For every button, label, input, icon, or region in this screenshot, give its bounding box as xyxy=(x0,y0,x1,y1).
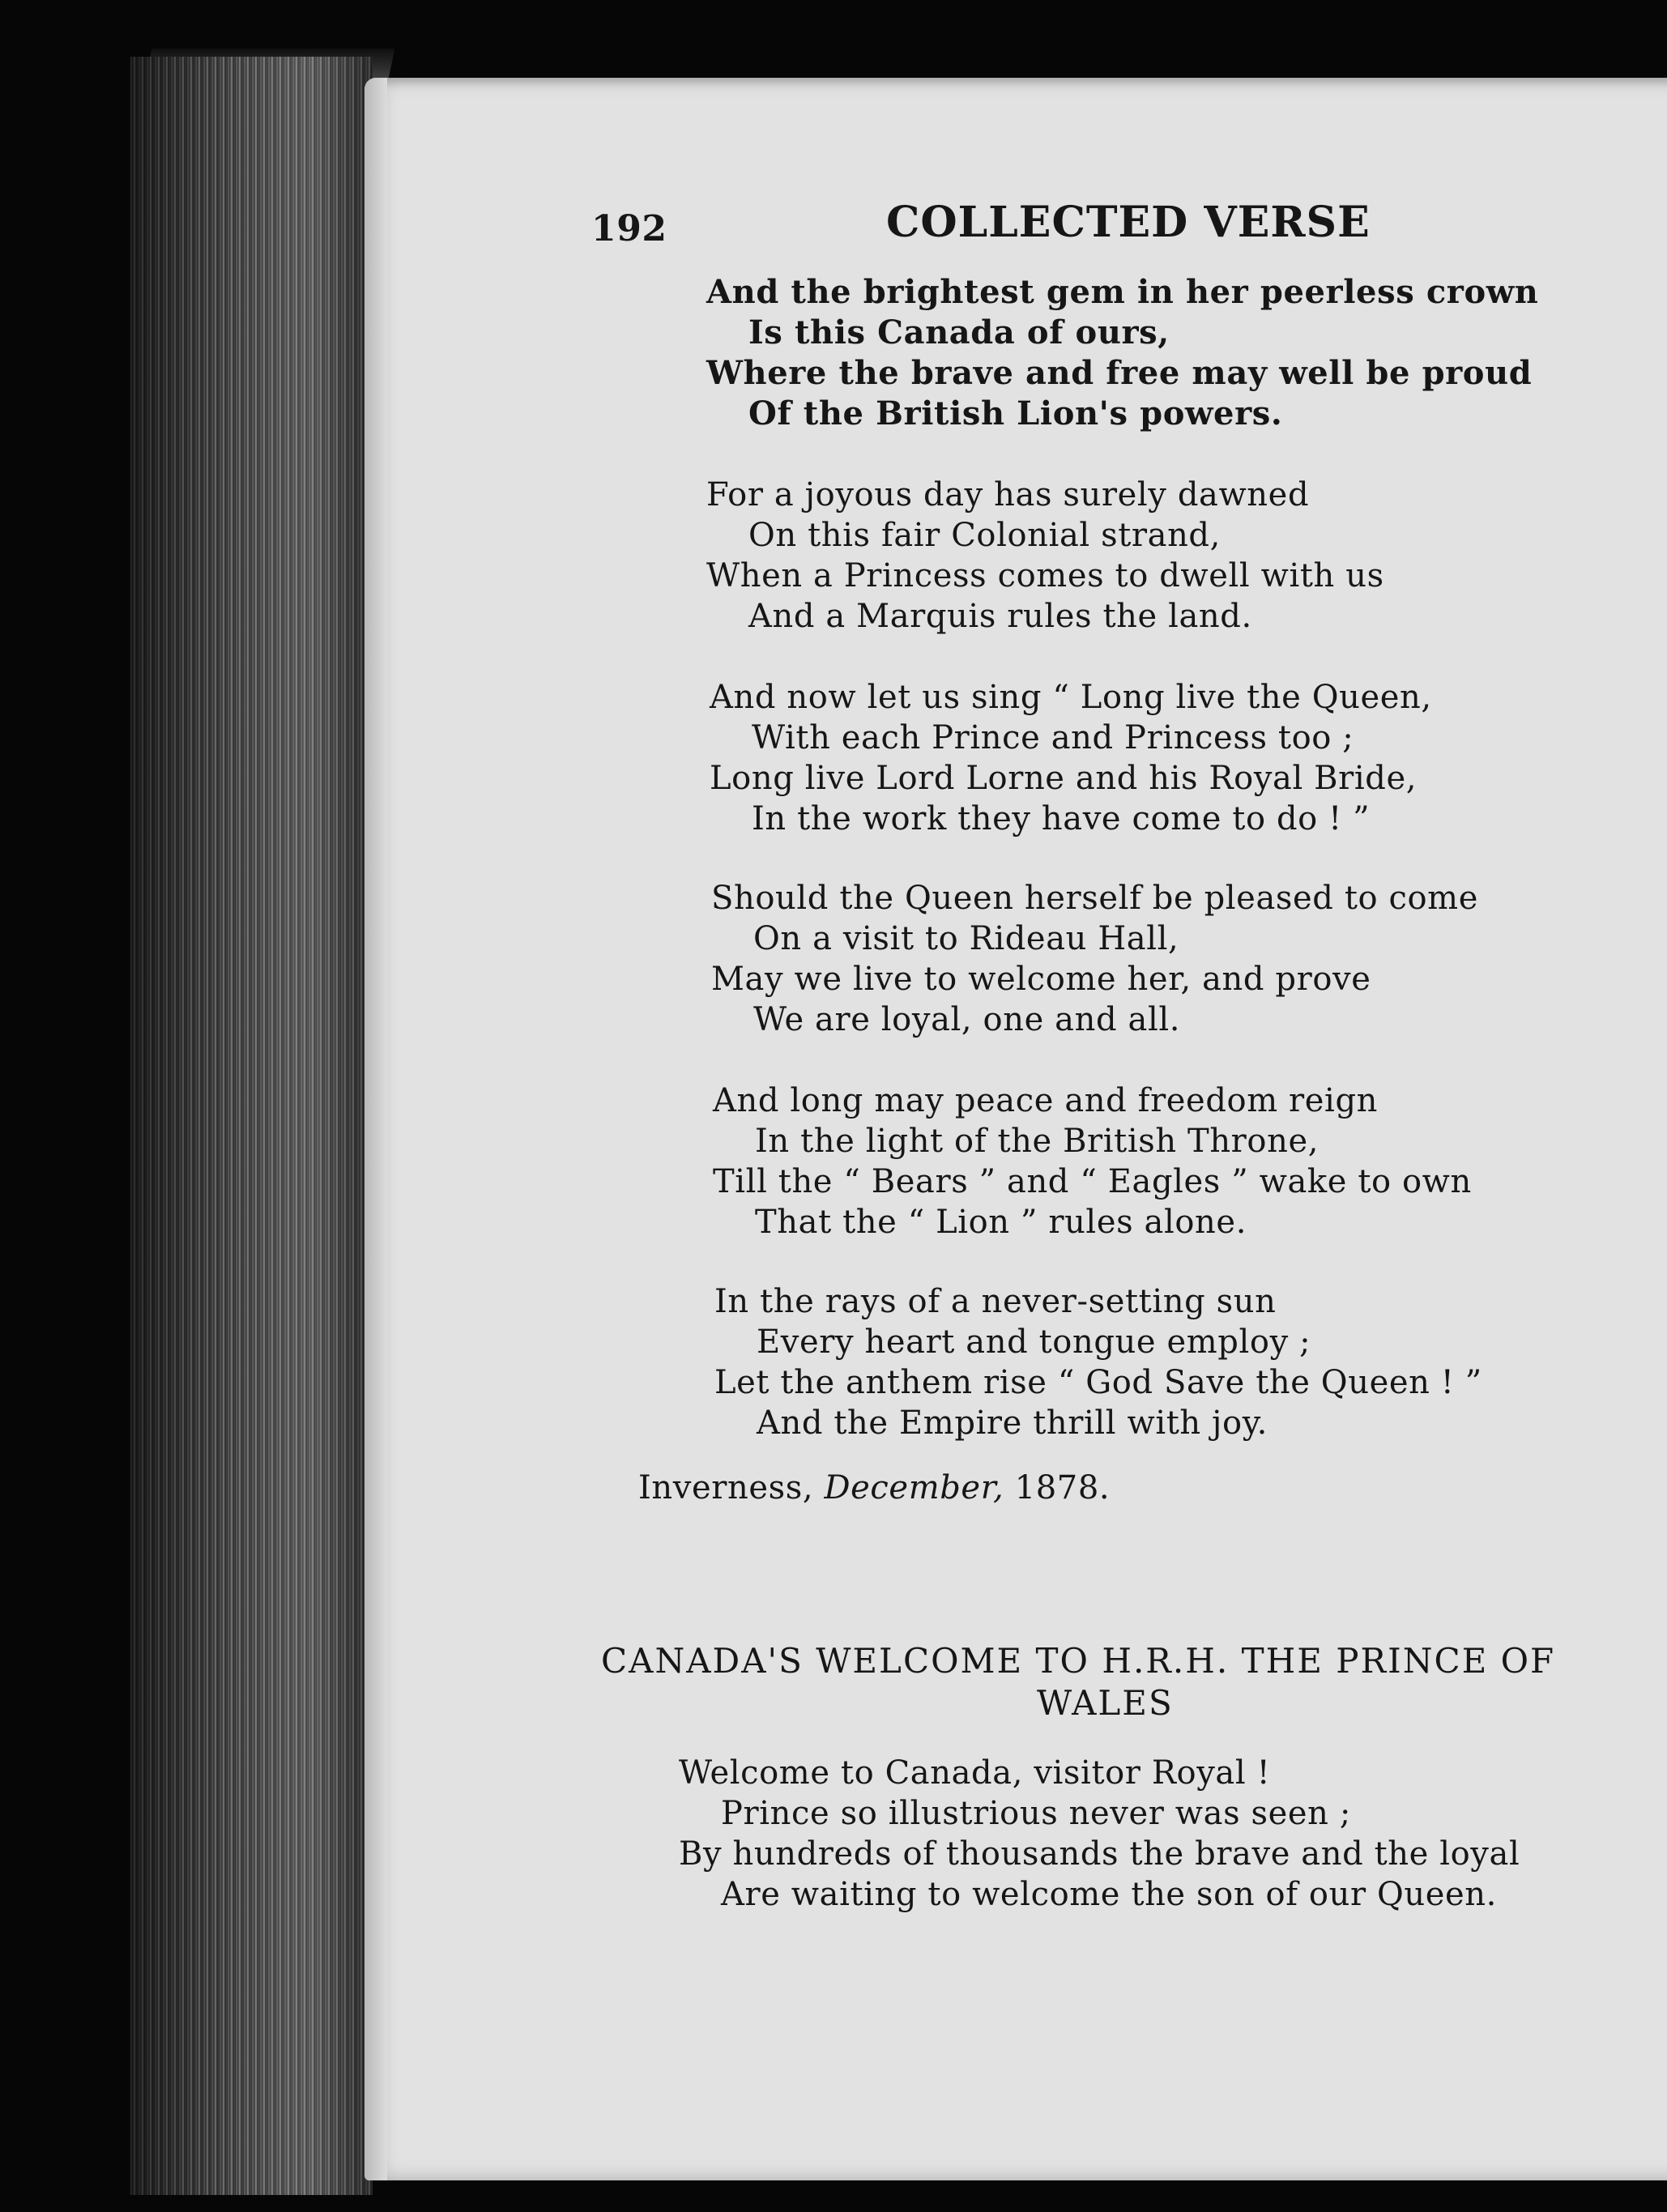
verse-line: And a Marquis rules the land. xyxy=(748,598,1252,635)
dateline-year: 1878. xyxy=(1014,1469,1111,1507)
stanza-5 xyxy=(713,1080,1472,1242)
stanza-3 xyxy=(710,677,1432,839)
stanza-1 xyxy=(706,272,1538,434)
verse-line: Let the anthem rise “ God Save the Queen ! ” xyxy=(714,1364,1482,1401)
verse-line: Every heart and tongue employ ; xyxy=(757,1323,1311,1361)
dateline-month: December, xyxy=(824,1469,1004,1507)
book-fore-edge xyxy=(130,57,373,2195)
verse-line: Welcome to Canada, visitor Royal ! xyxy=(679,1754,1271,1792)
verse-line: Long live Lord Lorne and his Royal Bride, xyxy=(710,760,1418,797)
stanza-6 xyxy=(714,1281,1482,1443)
verse-line: By hundreds of thousands the brave and the loyal xyxy=(679,1835,1520,1873)
stanza-2 xyxy=(706,475,1384,637)
poem-title-line-2: WALES xyxy=(1037,1683,1174,1723)
verse-line: On a visit to Rideau Hall, xyxy=(753,920,1179,957)
verse-line: In the rays of a never-setting sun xyxy=(714,1283,1277,1320)
dateline-place: Inverness, xyxy=(638,1469,814,1507)
next-poem-stanza-1 xyxy=(679,1753,1520,1915)
verse-line: And the Empire thrill with joy. xyxy=(757,1404,1268,1442)
verse-line: In the light of the British Throne, xyxy=(755,1123,1320,1160)
verse-line: Prince so illustrious never was seen ; xyxy=(721,1795,1351,1832)
stanza-4 xyxy=(711,878,1478,1040)
verse-line: When a Princess comes to dwell with us xyxy=(706,557,1384,595)
verse-line: In the work they have come to do ! ” xyxy=(752,800,1371,837)
verse-line: Of the British Lion's powers. xyxy=(748,394,1283,433)
verse-line: Is this Canada of ours, xyxy=(748,313,1170,352)
verse-line: Where the brave and free may well be proud xyxy=(706,354,1533,392)
verse-line: That the “ Lion ” rules alone. xyxy=(755,1204,1247,1241)
verse-line: With each Prince and Princess too ; xyxy=(752,719,1354,757)
dateline xyxy=(638,1468,1110,1508)
poem-title-line-1: CANADA'S WELCOME TO H.R.H. THE PRINCE OF xyxy=(601,1641,1556,1681)
verse-line: On this fair Colonial strand, xyxy=(748,517,1221,554)
verse-line: Till the “ Bears ” and “ Eagles ” wake to own xyxy=(713,1163,1472,1200)
running-head: COLLECTED VERSE xyxy=(886,198,1371,247)
verse-line: For a joyous day has surely dawned xyxy=(706,476,1310,514)
verse-line: May we live to welcome her, and prove xyxy=(711,961,1371,998)
page-gutter-shadow xyxy=(365,78,387,2180)
verse-line: We are loyal, one and all. xyxy=(753,1001,1181,1038)
page-number: 192 xyxy=(591,208,667,249)
verse-line: And the brightest gem in her peerless crown xyxy=(706,273,1539,311)
verse-line: Should the Queen herself be pleased to come xyxy=(711,880,1478,917)
verse-line: And long may peace and freedom reign xyxy=(713,1082,1379,1119)
verse-line: And now let us sing “ Long live the Queen, xyxy=(710,679,1432,716)
verse-line: Are waiting to welcome the son of our Queen. xyxy=(721,1876,1497,1913)
